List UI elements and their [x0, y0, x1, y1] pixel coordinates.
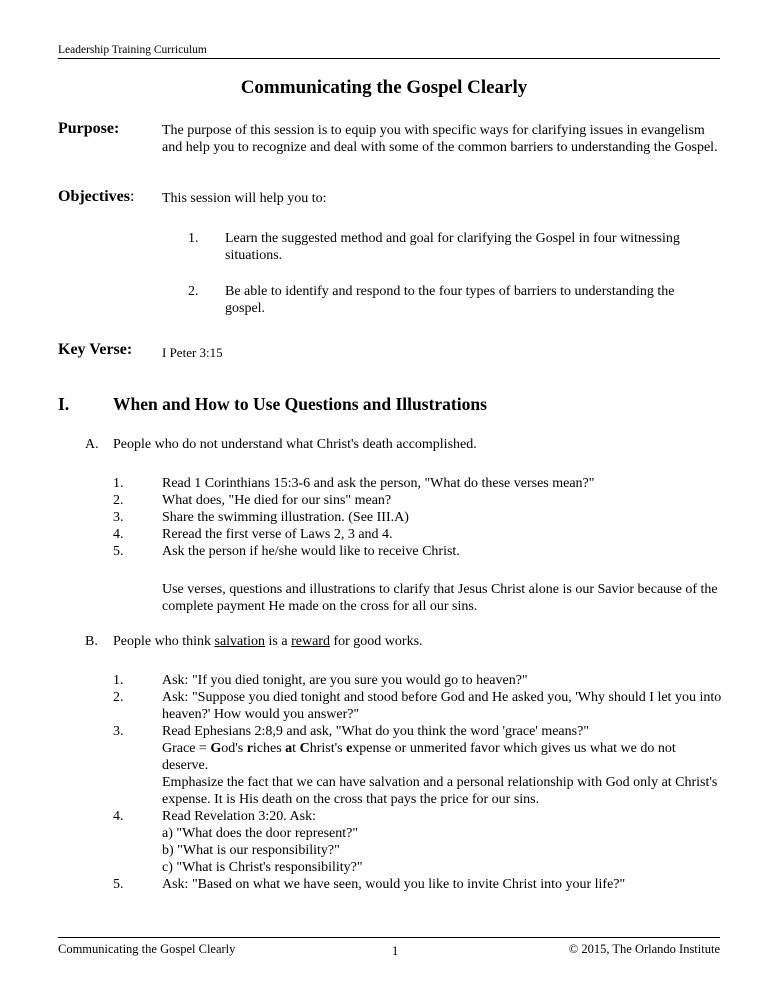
acronym-letter: e — [346, 741, 353, 756]
acronym-letter: C — [299, 741, 310, 756]
step-text: Share the swimming illustration. (See III.A) — [162, 510, 409, 525]
step-text: Ask: "Suppose you died tonight and stood before God and He asked you, 'Why should I let you into heaven?' How would you answer?" — [162, 690, 722, 722]
objective-number: 1. — [188, 231, 199, 246]
step-text: Ask: "Based on what we have seen, would you like to invite Christ into your life?" — [162, 877, 626, 892]
step-text: Read 1 Corinthians 15:3-6 and ask the person, "What do these verses mean?" — [162, 476, 595, 491]
sub-item: b) "What is our responsibility?" — [162, 843, 340, 858]
heading-part: is a — [265, 634, 292, 649]
step-number: 4. — [113, 809, 124, 824]
step-text: Ask: "If you died tonight, are you sure you would go to heaven?" — [162, 673, 528, 688]
objective-text: Learn the suggested method and goal for clarifying the Gospel in four witnessing situations. — [225, 231, 680, 263]
step-number: 3. — [113, 724, 124, 739]
acronym-letter: r — [246, 741, 253, 756]
subsection-heading — [113, 633, 423, 650]
running-header: Leadership Training Curriculum — [58, 44, 720, 59]
key-verse-text: I Peter 3:15 — [162, 345, 223, 360]
section-number: I. — [58, 394, 70, 414]
footer-title: Communicating the Gospel Clearly — [58, 942, 236, 956]
page-number: 1 — [392, 944, 399, 958]
objectives-intro: This session will help you to: — [162, 191, 327, 206]
grace-acronym — [162, 740, 722, 774]
step-number: 2. — [113, 690, 124, 705]
subsection-heading: People who do not understand what Christ's death accomplished. — [113, 437, 477, 452]
underlined-term: salvation — [214, 634, 266, 649]
subsection-letter: B. — [85, 634, 98, 649]
objective-number: 2. — [188, 284, 199, 299]
underlined-term: reward — [291, 634, 330, 649]
acronym-text: xpense or unmerited favor which gives us what we do not deserve. — [162, 741, 676, 773]
step-number: 5. — [113, 544, 124, 559]
purpose-label: Purpose: — [58, 120, 120, 137]
step-number: 2. — [113, 493, 124, 508]
acronym-text: od's — [221, 741, 247, 756]
key-verse-label: Key Verse: — [58, 341, 133, 358]
acronym-text: Grace = — [162, 741, 211, 756]
step-number: 3. — [113, 510, 124, 525]
subsection-note: Use verses, questions and illustrations to clarify that Jesus Christ alone is our Savior because of the complete payment He made on the cross for all our sins. — [162, 582, 718, 614]
footer-rule — [58, 937, 720, 938]
purpose-text: The purpose of this session is to equip you with specific ways for clarifying issues in evangelism and help you to recognize and deal with some of the common barriers to understanding the Gospel. — [162, 123, 718, 155]
emphasis-note: Emphasize the fact that we can have salvation and a personal relationship with God only at Christ's expense. It is His death on the cross that pays the price for our sins. — [162, 775, 718, 807]
subsection-letter: A. — [85, 437, 99, 452]
acronym-letter: a — [285, 741, 293, 756]
step-number: 1. — [113, 476, 124, 491]
step-text: Read Revelation 3:20. Ask: — [162, 809, 316, 824]
objective-text: Be able to identify and respond to the four types of barriers to understanding the gospel. — [225, 284, 675, 316]
objectives-label — [58, 188, 134, 206]
footer-copyright: © 2015, The Orlando Institute — [568, 942, 720, 956]
step-number: 1. — [113, 673, 124, 688]
acronym-text: hrist's — [309, 741, 347, 756]
step-text: What does, "He died for our sins" mean? — [162, 493, 392, 508]
objectives-label-colon: : — [129, 188, 135, 205]
step-text: Ask the person if he/she would like to receive Christ. — [162, 544, 460, 559]
step-text: Read Ephesians 2:8,9 and ask, "What do you think the word 'grace' means?" — [162, 724, 590, 739]
acronym-letter: G — [210, 741, 222, 756]
heading-part: for good works. — [329, 634, 423, 649]
step-number: 4. — [113, 527, 124, 542]
acronym-text: iches — [252, 741, 286, 756]
heading-part: People who think — [113, 634, 215, 649]
objectives-label-text: Objectives — [58, 188, 130, 205]
step-text: Reread the first verse of Laws 2, 3 and 4. — [162, 527, 393, 542]
page-title: Communicating the Gospel Clearly — [240, 77, 528, 98]
sub-item: c) "What is Christ's responsibility?" — [162, 860, 363, 875]
sub-item: a) "What does the door represent?" — [162, 826, 359, 841]
section-title: When and How to Use Questions and Illustrations — [113, 394, 487, 414]
step-number: 5. — [113, 877, 124, 892]
acronym-text: t — [292, 741, 300, 756]
